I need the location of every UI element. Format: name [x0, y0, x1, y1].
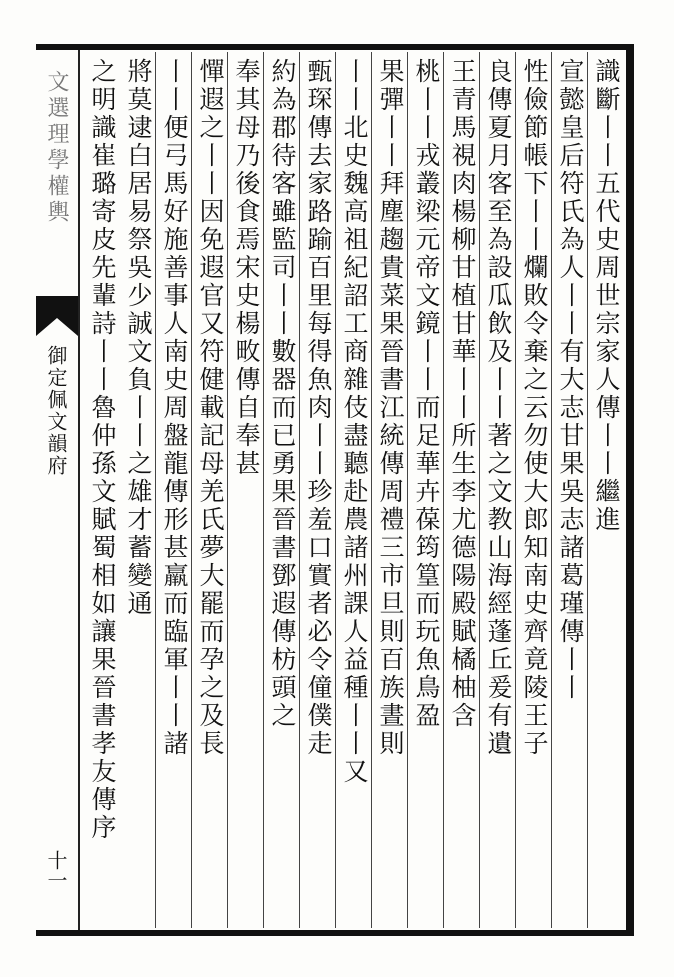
text-column-15: 之明識崔璐寄皮先輩詩丨丨魯仲孫文賦蜀相如讓果晉書孝友傳序 — [88, 58, 117, 842]
frame-left-inner-border — [78, 50, 80, 930]
text-column-9: 甄琛傳去家路踰百里每得魚肉丨丨珍羞口實者必令僮僕走 — [304, 58, 333, 758]
fish-tail-mark-icon — [36, 296, 78, 336]
page-number: 十一 — [44, 850, 68, 890]
text-column-6: 桃丨丨戎叢梁元帝文鏡丨丨而足華卉葆筠篁而玩魚鳥盈 — [412, 58, 441, 730]
text-column-11: 奉其母乃後食焉宋史楊畋傳自奉甚 — [232, 58, 261, 478]
text-column-4: 良傳夏月客至為設瓜飲及丨丨著之文教山海經蓬丘爰有遺 — [484, 58, 513, 758]
book-title: 御定佩文韻府 — [44, 345, 68, 477]
text-column-7: 果彈丨丨拜塵趨貴菜果晉書江統傳周禮三市旦則百族晝則 — [376, 58, 405, 758]
text-column-8: 丨丨北史魏高祖紀詔工商雜伎盡聽赴農諸州課人益種丨丨又 — [340, 58, 369, 786]
text-column-2: 宣懿皇后符氏為人丨丨有大志甘果吳志諸葛瑾傳丨丨 — [556, 58, 585, 702]
text-column-5: 王青馬視肉楊柳甘植甘華丨丨所生李尤德陽殿賦橘柚含 — [448, 58, 477, 730]
frame-right-border — [626, 44, 634, 936]
text-column-3: 性儉節帳下丨丨爛敗令棄之云勿使大郎知南史齊竟陵王子 — [520, 58, 549, 758]
frame-bottom-border — [36, 930, 634, 936]
frame-top-border — [36, 44, 634, 50]
text-column-12: 憚遐之丨丨因免遐官又符健載記母羌氏夢大罷而孕之及長 — [196, 58, 225, 758]
text-column-1: 識斷丨丨五代史周世宗家人傳丨丨繼進 — [592, 58, 621, 534]
text-column-14: 將莫逮白居易祭吳少誠文負丨丨之雄才蓄變通 — [124, 58, 153, 618]
text-column-10: 約為郡待客雖監司丨丨數器而已勇果晉書鄧遐傳枋頭之 — [268, 58, 297, 730]
text-columns — [84, 52, 624, 928]
margin-upper-text: 文選理學權輿 — [44, 70, 69, 226]
text-column-13: 丨丨便弓馬好施善事人南史周盤龍傳形甚羸而臨軍丨丨諸 — [160, 58, 189, 758]
